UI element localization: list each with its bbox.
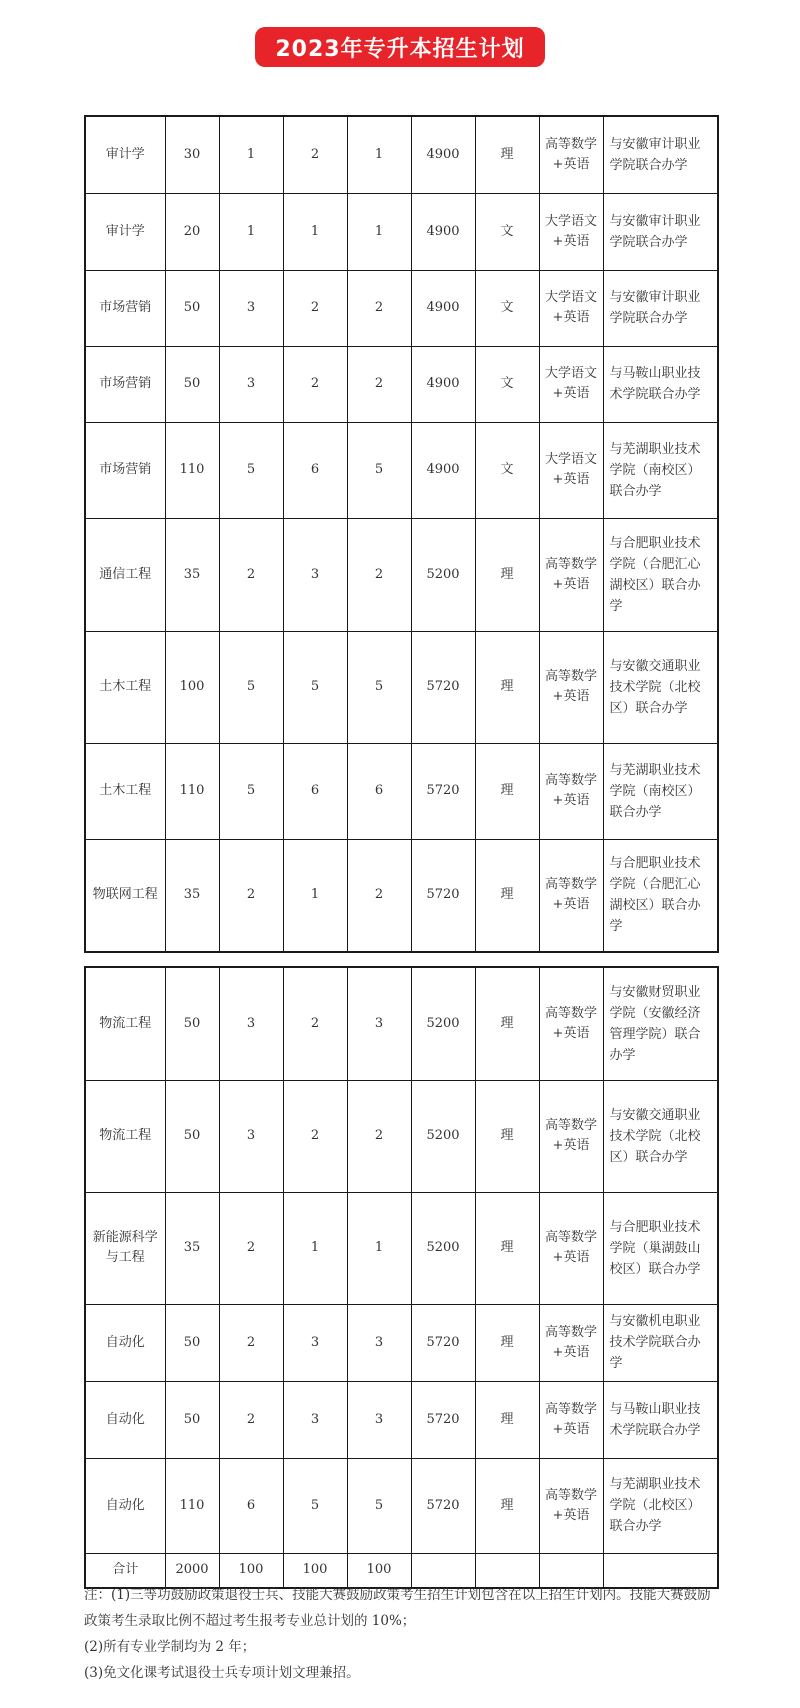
subject-cell: 高等数学+英语 [539, 116, 603, 193]
note-cell: 与合肥职业技术学院（合肥汇心湖校区）联合办学 [603, 839, 718, 952]
plan-cell: 6 [283, 422, 347, 518]
subject-cell: 高等数学+英语 [539, 1304, 603, 1381]
plan-cell: 5 [347, 1458, 411, 1553]
plan-cell: 2 [347, 518, 411, 631]
plan-cell: 3 [219, 967, 283, 1080]
enrollment-table-part-2 [84, 966, 719, 1589]
major-cell: 市场营销 [85, 346, 165, 422]
type-cell: 理 [475, 967, 539, 1080]
plan-cell: 5 [283, 1458, 347, 1553]
note-cell: 与安徽交通职业技术学院（北校区）联合办学 [603, 631, 718, 743]
subject-cell: 高等数学+英语 [539, 631, 603, 743]
plan-total-cell: 20 [165, 193, 219, 270]
plan-total-cell: 110 [165, 1458, 219, 1553]
major-cell: 物联网工程 [85, 839, 165, 952]
note-cell: 与马鞍山职业技术学院联合办学 [603, 1381, 718, 1458]
plan-total-cell: 30 [165, 116, 219, 193]
plan-cell: 2 [283, 116, 347, 193]
major-cell: 自动化 [85, 1304, 165, 1381]
footnote: 注：(1)三等功鼓励政策退役士兵、技能大赛鼓励政策考生招生计划包含在以上招生计划内。技能大赛鼓励政策考生录取比例不超过考生报考专业总计划的 10%； [84, 1587, 711, 1629]
plan-cell: 3 [347, 1304, 411, 1381]
major-cell: 通信工程 [85, 518, 165, 631]
fee-cell: 4900 [411, 346, 475, 422]
plan-cell: 2 [283, 270, 347, 346]
plan-cell: 3 [347, 967, 411, 1080]
subject-cell: 大学语文+英语 [539, 193, 603, 270]
total-label: 合计 [85, 1553, 165, 1588]
table-row [85, 270, 718, 346]
type-cell: 理 [475, 116, 539, 193]
plan-cell: 1 [347, 193, 411, 270]
table-row [85, 422, 718, 518]
note-cell: 与合肥职业技术学院（巢湖鼓山校区）联合办学 [603, 1192, 718, 1304]
note-cell: 与马鞍山职业技术学院联合办学 [603, 346, 718, 422]
footnote: (2)所有专业学制均为 2 年； [84, 1639, 256, 1655]
major-cell: 新能源科学与工程 [85, 1192, 165, 1304]
table-row [85, 346, 718, 422]
major-cell: 市场营销 [85, 270, 165, 346]
subject-cell: 高等数学+英语 [539, 518, 603, 631]
type-cell: 理 [475, 518, 539, 631]
plan-cell: 2 [283, 346, 347, 422]
fee-cell: 5720 [411, 743, 475, 839]
plan-total-cell: 50 [165, 967, 219, 1080]
footnotes [84, 1582, 724, 1686]
type-cell: 理 [475, 1080, 539, 1192]
type-cell: 理 [475, 743, 539, 839]
plan-cell: 6 [219, 1458, 283, 1553]
fee-cell: 5720 [411, 631, 475, 743]
table-row [85, 967, 718, 1080]
subject-cell: 高等数学+英语 [539, 1080, 603, 1192]
plan-cell: 3 [283, 518, 347, 631]
plan-cell: 1 [283, 839, 347, 952]
plan-total-cell: 35 [165, 518, 219, 631]
fee-cell: 5720 [411, 1458, 475, 1553]
plan-cell: 2 [219, 1192, 283, 1304]
note-cell: 与合肥职业技术学院（合肥汇心湖校区）联合办学 [603, 518, 718, 631]
note-cell: 与安徽审计职业学院联合办学 [603, 270, 718, 346]
major-cell: 土木工程 [85, 743, 165, 839]
major-cell: 物流工程 [85, 967, 165, 1080]
plan-cell: 2 [219, 1381, 283, 1458]
table-row [85, 116, 718, 193]
plan-cell: 3 [219, 270, 283, 346]
note-cell: 与芜湖职业技术学院（南校区）联合办学 [603, 422, 718, 518]
plan-cell: 5 [219, 743, 283, 839]
plan-cell: 2 [219, 1304, 283, 1381]
table-row [85, 1381, 718, 1458]
plan-cell: 6 [283, 743, 347, 839]
note-cell: 与安徽审计职业学院联合办学 [603, 116, 718, 193]
plan-cell: 5 [219, 631, 283, 743]
table-row [85, 631, 718, 743]
plan-cell: 3 [219, 1080, 283, 1192]
fee-cell: 5200 [411, 967, 475, 1080]
plan-cell: 6 [347, 743, 411, 839]
total-value: 2000 [165, 1553, 219, 1588]
type-cell: 文 [475, 346, 539, 422]
plan-cell: 5 [283, 631, 347, 743]
note-cell: 与安徽交通职业技术学院（北校区）联合办学 [603, 1080, 718, 1192]
subject-cell: 大学语文+英语 [539, 422, 603, 518]
fee-cell: 5200 [411, 1080, 475, 1192]
plan-total-cell: 50 [165, 1080, 219, 1192]
table-row [85, 1304, 718, 1381]
subject-cell: 高等数学+英语 [539, 967, 603, 1080]
plan-cell: 2 [219, 839, 283, 952]
subject-cell: 大学语文+英语 [539, 270, 603, 346]
subject-cell: 高等数学+英语 [539, 1458, 603, 1553]
plan-cell: 2 [219, 518, 283, 631]
note-cell: 与安徽机电职业技术学院联合办学 [603, 1304, 718, 1381]
page-title: 2023年专升本招生计划 [255, 27, 545, 67]
total-value: 100 [347, 1553, 411, 1588]
fee-cell: 5200 [411, 518, 475, 631]
major-cell: 审计学 [85, 116, 165, 193]
plan-total-cell: 35 [165, 1192, 219, 1304]
type-cell: 理 [475, 1304, 539, 1381]
major-cell: 自动化 [85, 1458, 165, 1553]
fee-cell: 4900 [411, 422, 475, 518]
note-cell: 与芜湖职业技术学院（南校区）联合办学 [603, 743, 718, 839]
subject-cell: 高等数学+英语 [539, 1192, 603, 1304]
note-cell: 与安徽审计职业学院联合办学 [603, 193, 718, 270]
table-row [85, 518, 718, 631]
table-row [85, 1192, 718, 1304]
plan-total-cell: 110 [165, 743, 219, 839]
plan-cell: 2 [347, 1080, 411, 1192]
plan-cell: 3 [219, 346, 283, 422]
plan-total-cell: 50 [165, 346, 219, 422]
enrollment-table-part-1 [84, 115, 719, 953]
plan-cell: 2 [347, 839, 411, 952]
subject-cell: 高等数学+英语 [539, 1381, 603, 1458]
type-cell: 理 [475, 1192, 539, 1304]
plan-cell: 1 [219, 116, 283, 193]
subject-cell: 大学语文+英语 [539, 346, 603, 422]
footnote: (3)免文化课考试退役士兵专项计划文理兼招。 [84, 1665, 360, 1681]
note-cell: 与芜湖职业技术学院（北校区）联合办学 [603, 1458, 718, 1553]
plan-cell: 2 [347, 346, 411, 422]
type-cell: 文 [475, 270, 539, 346]
plan-cell: 5 [347, 631, 411, 743]
major-cell: 审计学 [85, 193, 165, 270]
plan-total-cell: 50 [165, 1304, 219, 1381]
total-value: 100 [219, 1553, 283, 1588]
fee-cell: 5720 [411, 1381, 475, 1458]
plan-total-cell: 100 [165, 631, 219, 743]
type-cell: 理 [475, 839, 539, 952]
table-row [85, 839, 718, 952]
fee-cell: 5720 [411, 1304, 475, 1381]
plan-cell: 3 [347, 1381, 411, 1458]
subject-cell: 高等数学+英语 [539, 839, 603, 952]
type-cell: 理 [475, 1458, 539, 1553]
fee-cell: 4900 [411, 270, 475, 346]
plan-cell: 5 [219, 422, 283, 518]
plan-cell: 1 [347, 1192, 411, 1304]
major-cell: 物流工程 [85, 1080, 165, 1192]
plan-cell: 1 [219, 193, 283, 270]
major-cell: 自动化 [85, 1381, 165, 1458]
plan-cell: 1 [283, 1192, 347, 1304]
type-cell: 理 [475, 1381, 539, 1458]
table-row [85, 1080, 718, 1192]
plan-total-cell: 50 [165, 1381, 219, 1458]
major-cell: 市场营销 [85, 422, 165, 518]
table-row [85, 743, 718, 839]
plan-cell: 3 [283, 1381, 347, 1458]
fee-cell: 5720 [411, 839, 475, 952]
plan-cell: 1 [347, 116, 411, 193]
plan-cell: 1 [283, 193, 347, 270]
type-cell: 文 [475, 193, 539, 270]
subject-cell: 高等数学+英语 [539, 743, 603, 839]
fee-cell: 4900 [411, 193, 475, 270]
plan-total-cell: 35 [165, 839, 219, 952]
table-row [85, 193, 718, 270]
plan-cell: 3 [283, 1304, 347, 1381]
note-cell: 与安徽财贸职业学院（安徽经济管理学院）联合办学 [603, 967, 718, 1080]
major-cell: 土木工程 [85, 631, 165, 743]
plan-cell: 2 [283, 1080, 347, 1192]
plan-total-cell: 50 [165, 270, 219, 346]
type-cell: 理 [475, 631, 539, 743]
table-row [85, 1458, 718, 1553]
plan-total-cell: 110 [165, 422, 219, 518]
fee-cell: 5200 [411, 1192, 475, 1304]
fee-cell: 4900 [411, 116, 475, 193]
plan-cell: 2 [283, 967, 347, 1080]
total-value: 100 [283, 1553, 347, 1588]
type-cell: 文 [475, 422, 539, 518]
plan-cell: 5 [347, 422, 411, 518]
plan-cell: 2 [347, 270, 411, 346]
